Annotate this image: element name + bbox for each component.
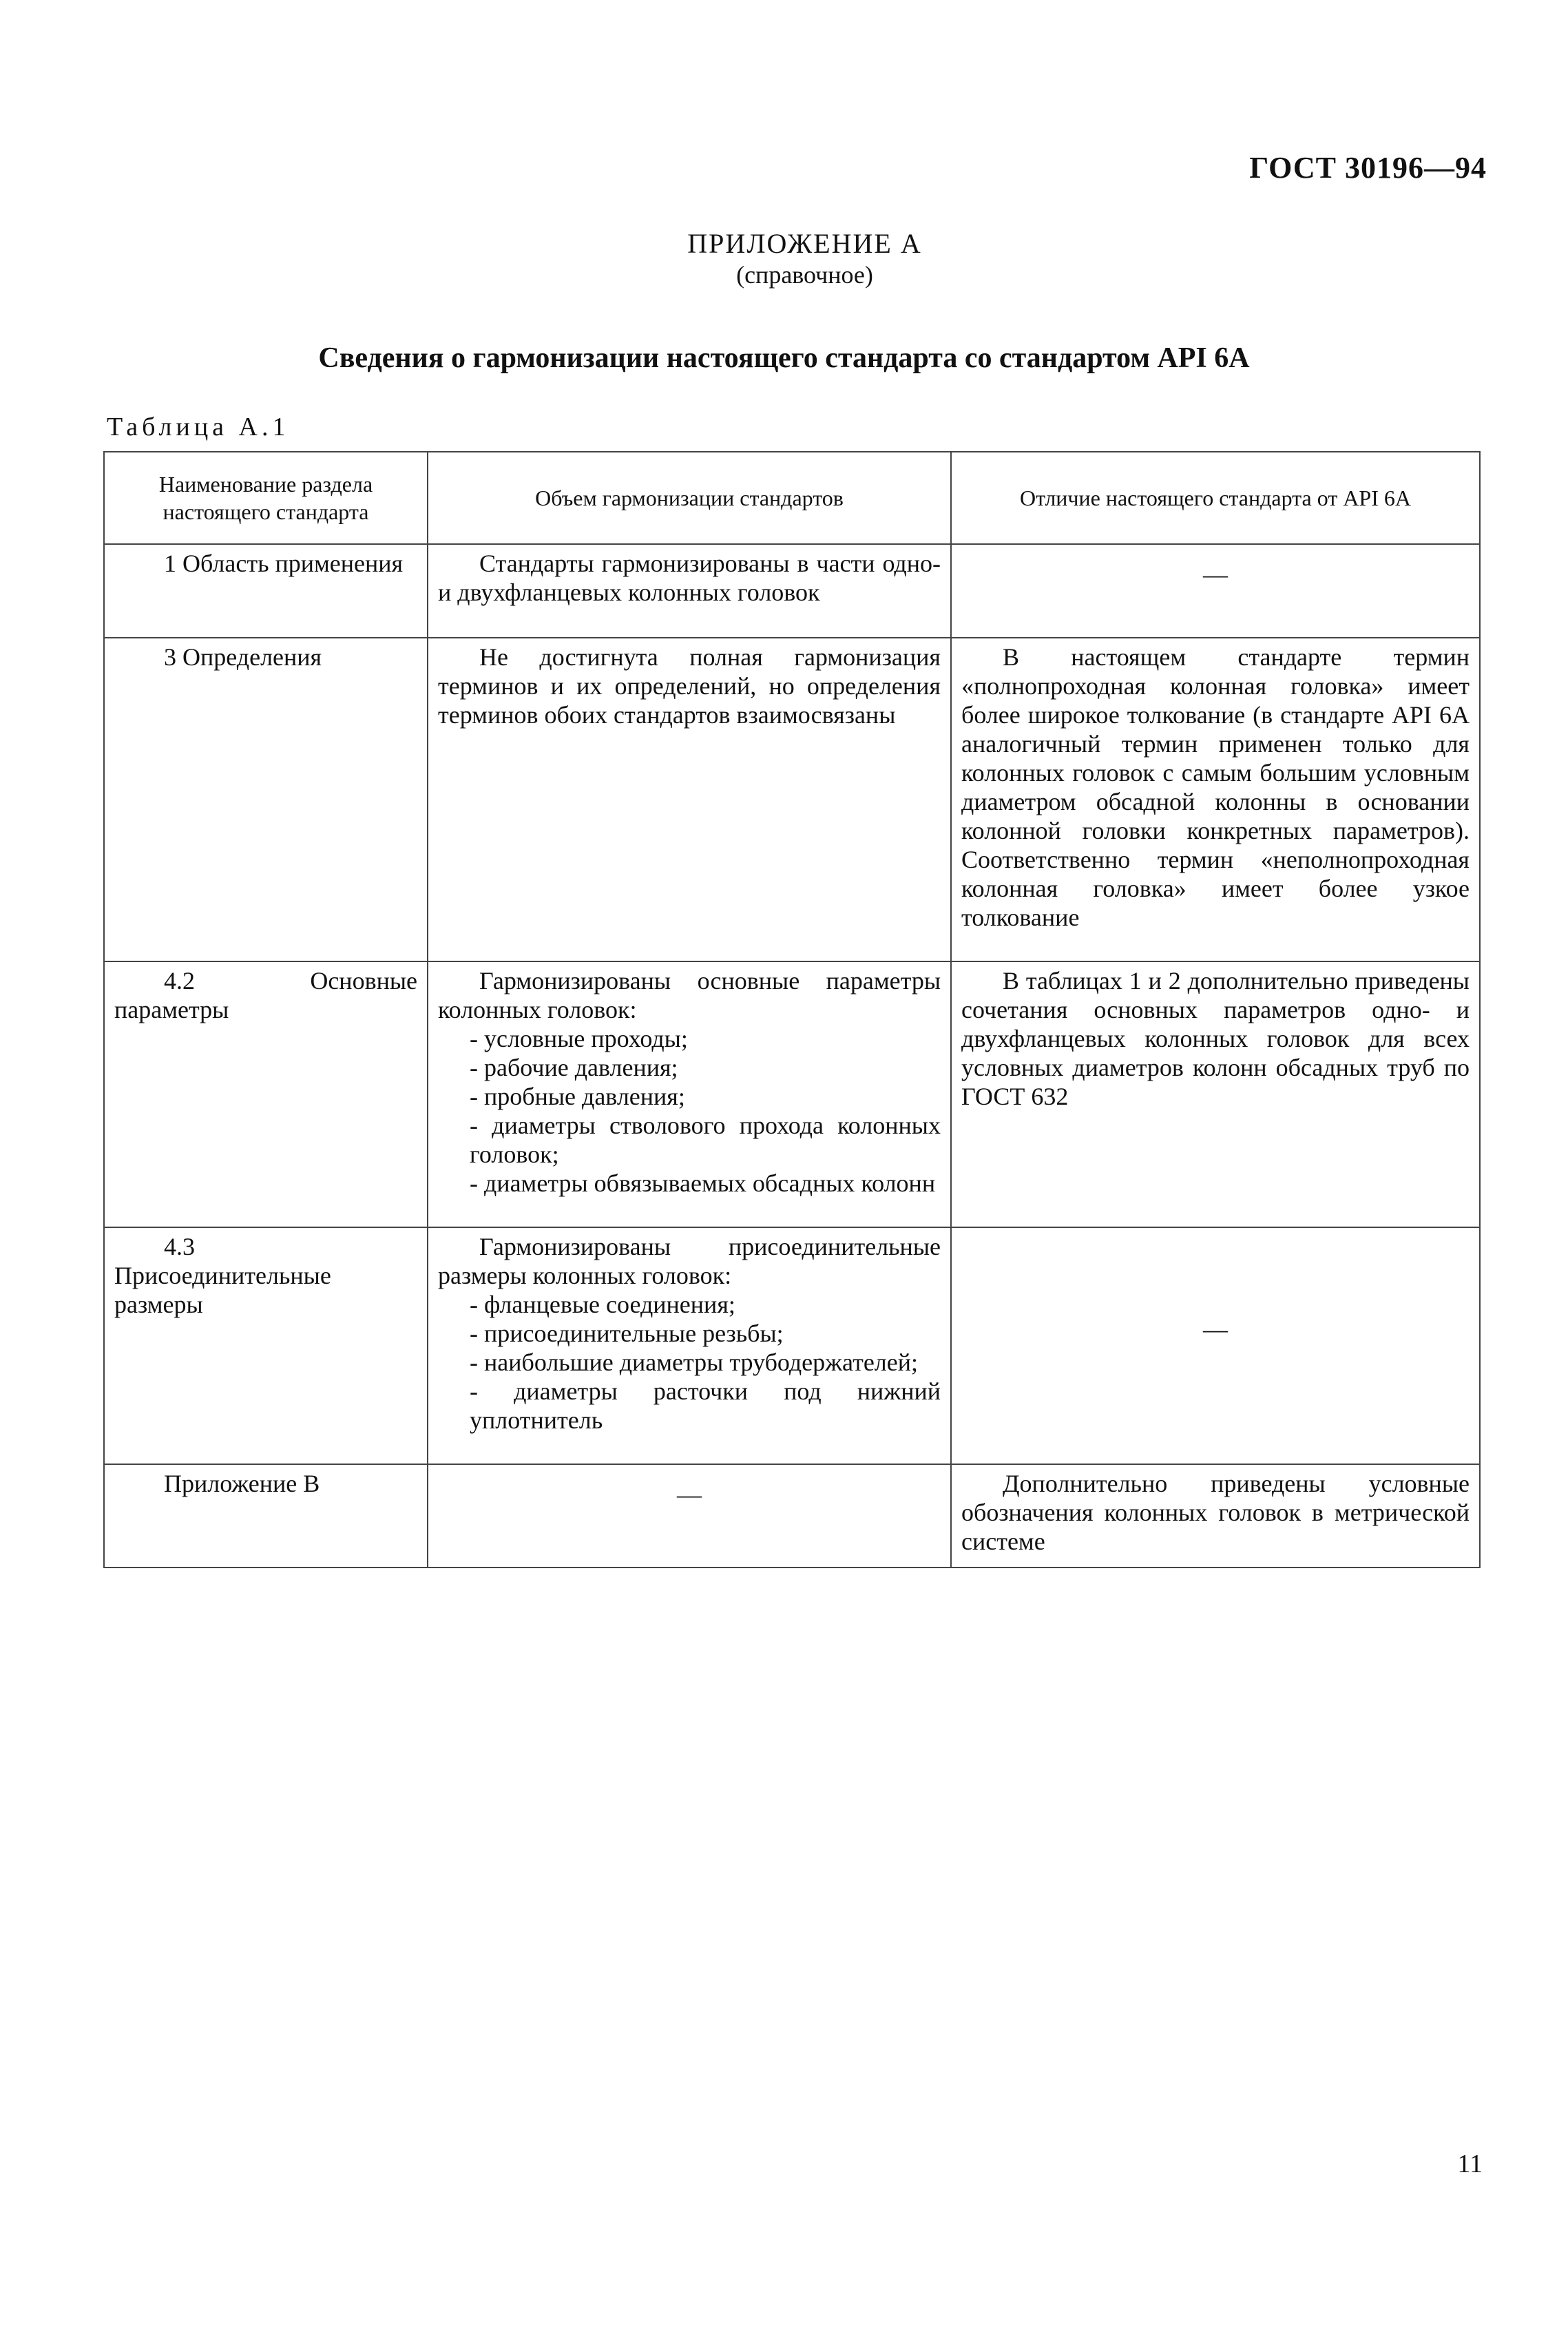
section-cell: 4.3 Присоединительные размеры: [104, 1227, 428, 1464]
empty-dash: —: [1203, 1315, 1228, 1343]
column-header: Объем гармонизации стандартов: [428, 452, 951, 544]
scope-text: Не достигнута полная гармонизация терминов и их определений, но определения терминов обоих стандартов взаимосвязаны: [438, 643, 941, 729]
scope-cell: [428, 1464, 951, 1568]
difference-text: Дополнительно приведены условные обозначения колонных головок в метрической системе: [961, 1470, 1470, 1555]
scope-text: Стандарты гармонизированы в части одно- и двухфланцевых колонных головок: [438, 550, 941, 606]
appendix-subtitle: (справочное): [736, 261, 873, 289]
empty-dash: —: [677, 1481, 702, 1508]
scope-cell: [428, 1227, 951, 1464]
document-code: ГОСТ 30196—94: [1249, 151, 1487, 185]
table-row: [104, 1464, 1480, 1568]
difference-text: В таблицах 1 и 2 дополнительно приведены сочетания основных параметров одно- и двухфланцевых колонных головок для всех условных диаметров колонн обсадных труб по ГОСТ 632: [961, 967, 1470, 1110]
difference-cell: [951, 1227, 1480, 1464]
table-row: [104, 1227, 1480, 1464]
appendix-title: ПРИЛОЖЕНИЕ А: [687, 228, 922, 259]
scope-list-item: - пробные давления;: [470, 1083, 685, 1110]
scope-text: Гармонизированы основные параметры колонных головок:: [438, 967, 941, 1023]
scope-cell: [428, 961, 951, 1227]
difference-text: В настоящем стандарте термин «полнопроходная колонная головка» имеет более широкое толкование (в стандарте API 6A аналогичный термин применен только для колонных головок с самым большим условным диаметром обсадной колонны в основании колонной головки конкретных параметров). Соответственно термин «неполнопроходная колонная головка» имеет более узкое толкование: [961, 643, 1470, 931]
difference-cell: [951, 1464, 1480, 1568]
scope-list-item: - диаметры расточки под нижний уплотнитель: [470, 1377, 941, 1434]
section-heading: Сведения о гармонизации настоящего стандарта со стандартом API 6A: [318, 342, 1250, 374]
scope-list-item: - диаметры обвязываемых обсадных колонн: [470, 1169, 936, 1197]
difference-cell: [951, 638, 1480, 961]
page-number: 11: [1457, 2149, 1483, 2178]
section-cell: 4.2 Основные параметры: [104, 961, 428, 1227]
scope-list-item: - присоединительные резьбы;: [470, 1320, 784, 1347]
column-header: Отличие настоящего стандарта от API 6A: [951, 452, 1480, 544]
scope-text: Гармонизированы присоединительные размеры колонных головок:: [438, 1233, 941, 1289]
section-cell: Приложение В: [104, 1464, 428, 1568]
scope-list-item: - наибольшие диаметры трубодержателей;: [470, 1348, 919, 1376]
column-header: Наименование раздела настоящего стандарта: [104, 452, 428, 544]
scope-cell: [428, 638, 951, 961]
harmonization-table: [103, 451, 1481, 1568]
section-cell: 1 Область применения: [104, 544, 428, 638]
scope-list-item: - фланцевые соединения;: [470, 1291, 735, 1318]
table-row: [104, 638, 1480, 961]
difference-cell: [951, 544, 1480, 638]
table-header-row: [104, 452, 1480, 544]
section-cell: 3 Определения: [104, 638, 428, 961]
table-row: [104, 544, 1480, 638]
scope-list-item: - диаметры стволового прохода колонных головок;: [470, 1112, 941, 1168]
scope-list-item: - рабочие давления;: [470, 1054, 678, 1081]
table-label: Таблица А.1: [107, 413, 290, 441]
scope-cell: [428, 544, 951, 638]
empty-dash: —: [1203, 561, 1228, 588]
scope-list-item: - условные проходы;: [470, 1025, 688, 1052]
difference-cell: [951, 961, 1480, 1227]
table-row: [104, 961, 1480, 1227]
